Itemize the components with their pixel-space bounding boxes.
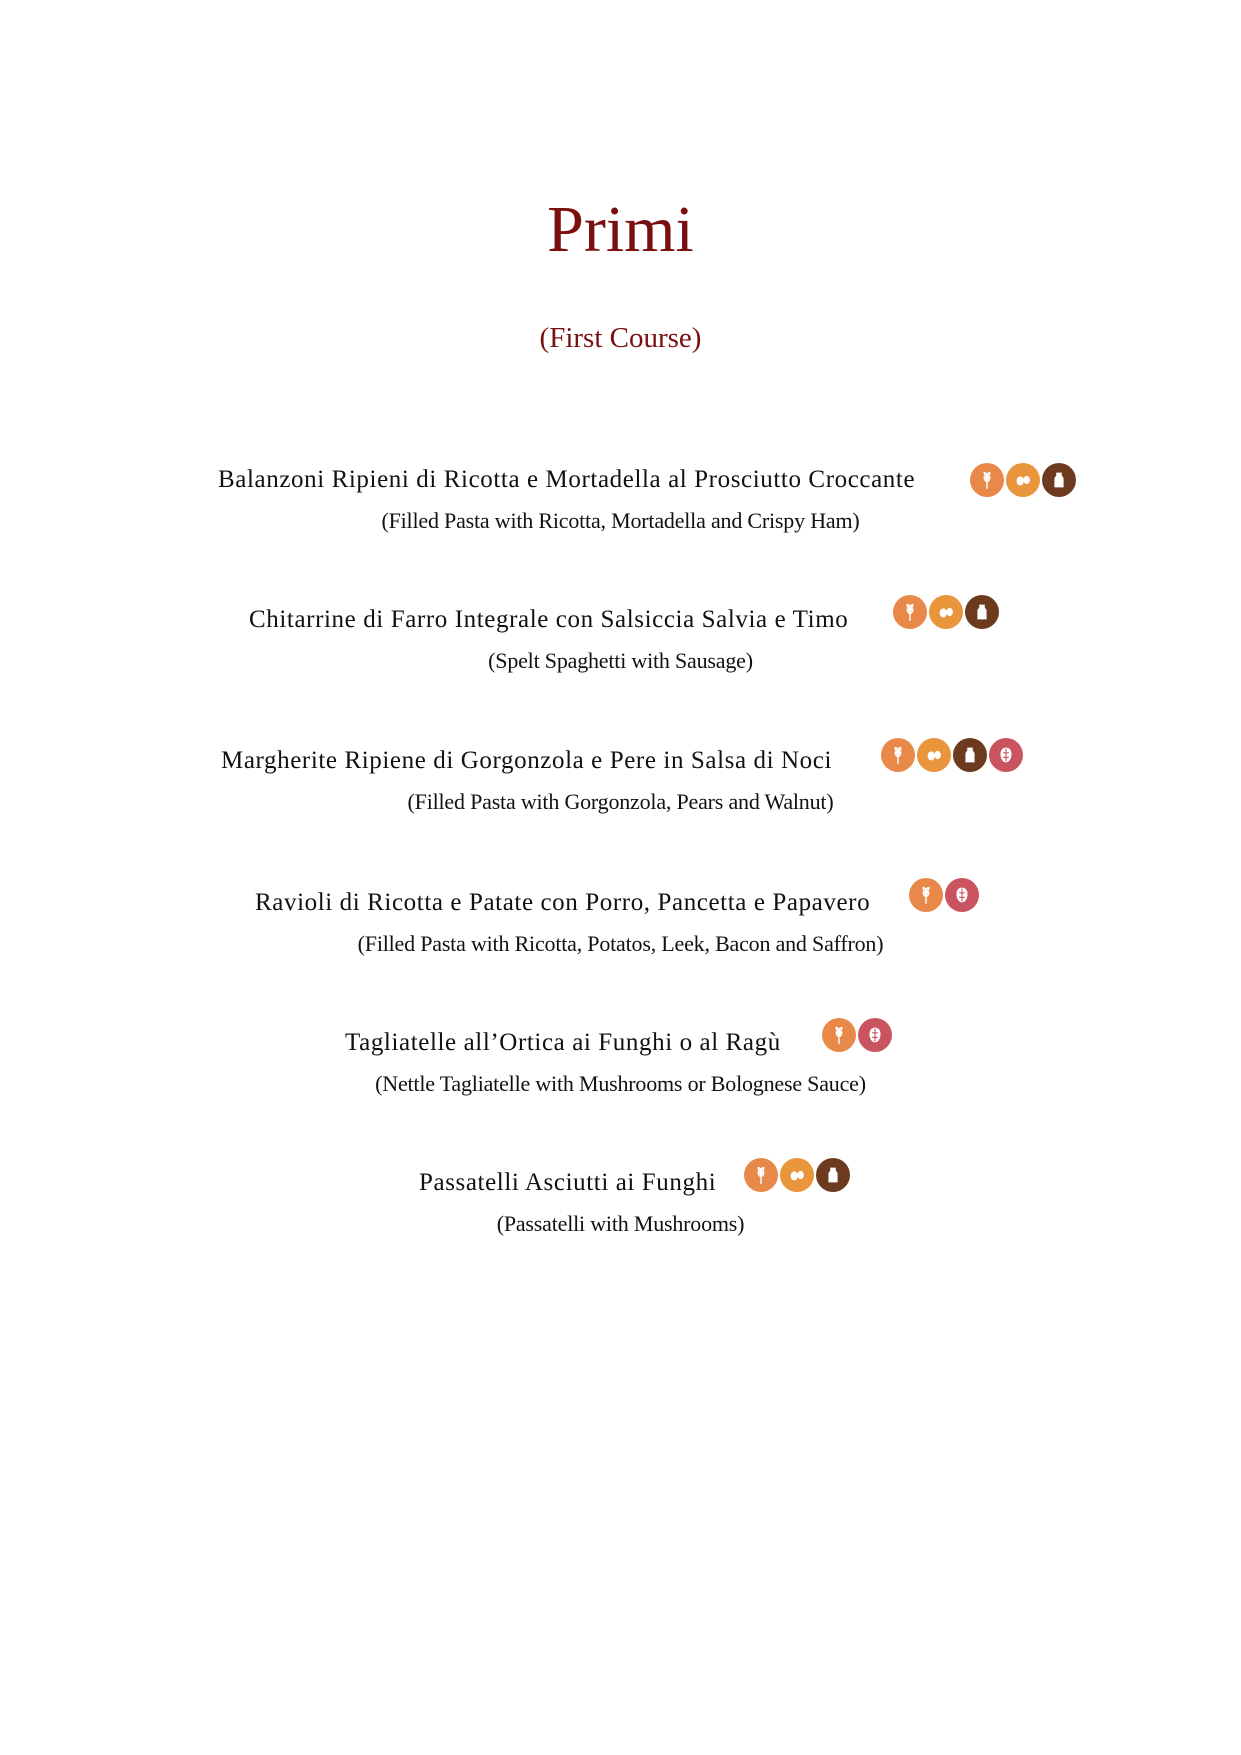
egg-icon — [929, 595, 963, 629]
egg-icon — [780, 1158, 814, 1192]
dish-name: Passatelli Asciutti ai Funghi — [419, 1169, 717, 1196]
gluten-icon — [881, 738, 915, 772]
page-subtitle: (First Course) — [539, 322, 702, 354]
dish-name: Ravioli di Ricotta e Patate con Porro, Pancetta e Papavero — [255, 889, 871, 916]
egg-icon — [917, 738, 951, 772]
gluten-icon — [822, 1018, 856, 1052]
gluten-icon — [744, 1158, 778, 1192]
nuts-icon — [945, 878, 979, 912]
nuts-icon — [989, 738, 1023, 772]
gluten-icon — [970, 463, 1004, 497]
dish-name: Chitarrine di Farro Integrale con Salsiccia Salvia e Timo — [249, 606, 849, 633]
dish-description: (Filled Pasta with Gorgonzola, Pears and Walnut) — [407, 789, 834, 814]
dish-item — [0, 602, 1241, 673]
dish-name: Tagliatelle all’Ortica ai Funghi o al Ragù — [345, 1029, 781, 1056]
milk-icon — [816, 1158, 850, 1192]
gluten-icon — [909, 878, 943, 912]
dish-description: (Passatelli with Mushrooms) — [496, 1211, 745, 1236]
dish-item — [0, 885, 1241, 956]
allergen-icons — [909, 877, 979, 913]
milk-icon — [965, 595, 999, 629]
dish-item — [0, 462, 1241, 533]
allergen-icons — [881, 737, 1023, 773]
dish-item — [0, 1025, 1241, 1096]
gluten-icon — [893, 595, 927, 629]
page-title: Primi — [547, 193, 694, 266]
dish-name: Balanzoni Ripieni di Ricotta e Mortadella al Prosciutto Croccante — [218, 466, 916, 493]
dish-description: (Filled Pasta with Ricotta, Potatos, Leek, Bacon and Saffron) — [357, 931, 884, 956]
dish-name: Margherite Ripiene di Gorgonzola e Pere in Salsa di Noci — [221, 747, 833, 774]
egg-icon — [1006, 463, 1040, 497]
nuts-icon — [858, 1018, 892, 1052]
allergen-icons — [970, 462, 1076, 498]
dish-description: (Spelt Spaghetti with Sausage) — [488, 648, 753, 673]
milk-icon — [1042, 463, 1076, 497]
allergen-icons — [744, 1157, 850, 1193]
dish-description: (Nettle Tagliatelle with Mushrooms or Bolognese Sauce) — [375, 1071, 866, 1096]
dish-item — [0, 743, 1241, 814]
dish-item — [0, 1165, 1241, 1236]
allergen-icons — [893, 594, 999, 630]
dish-description: (Filled Pasta with Ricotta, Mortadella and Crispy Ham) — [381, 508, 860, 533]
milk-icon — [953, 738, 987, 772]
allergen-icons — [822, 1017, 892, 1053]
